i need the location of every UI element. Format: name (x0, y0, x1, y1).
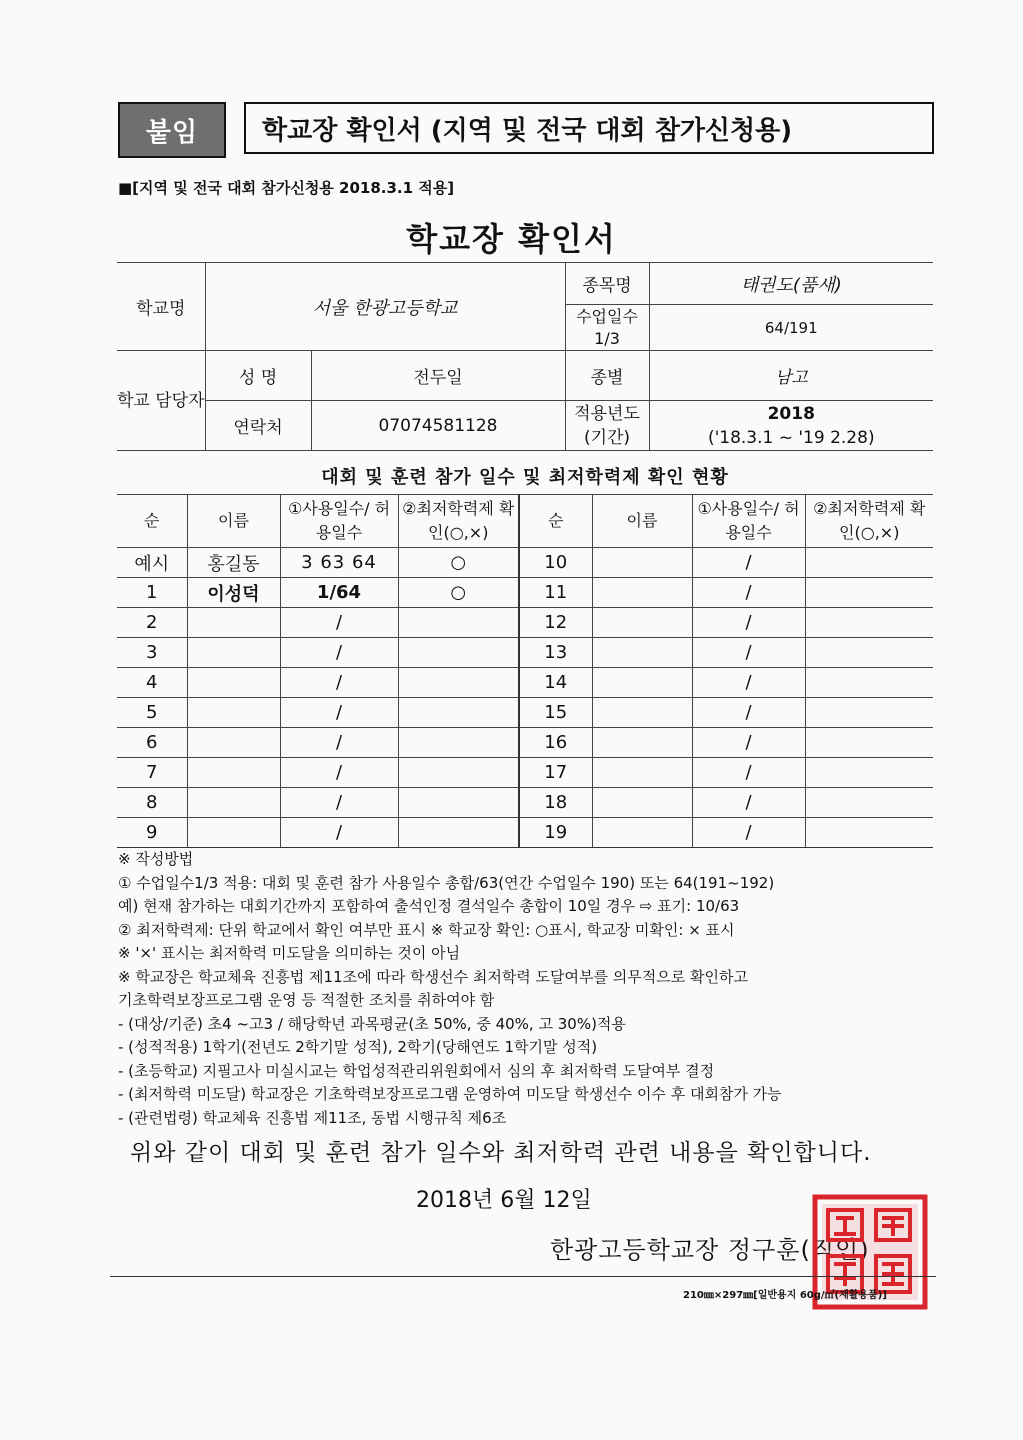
attachment-badge: 붙임 (118, 102, 226, 158)
note-line: ① 수업일수1/3 적용: 대회 및 훈련 참가 사용일수 총합/63(연간 수업일수 190) 또는 64(191~192) (118, 873, 775, 892)
table-row (117, 548, 933, 578)
row-name-right (592, 698, 692, 728)
row-check (398, 668, 519, 698)
col-days: ①사용일수/ 허용일수 (280, 495, 398, 548)
row-days: / (280, 788, 398, 818)
row-name-right (592, 788, 692, 818)
event-value: 태권도(품새) (649, 263, 933, 305)
row-name-right (592, 668, 692, 698)
page-title: 학교장 확인서 (406, 220, 617, 258)
table-row (117, 638, 933, 668)
row-days-right: / (692, 668, 805, 698)
col-check-right: ②최저학력제 확인(○,×) (805, 495, 933, 548)
row-no: 3 (117, 638, 187, 668)
row-check-right (805, 728, 933, 758)
row-check (398, 758, 519, 788)
table-row (117, 788, 933, 818)
note-line: 예) 현재 참가하는 대회기간까지 포함하여 출석인정 결석일수 총합이 10일 경우 ⇨ 표기: 10/63 (118, 897, 740, 915)
contact-value: 07074581128 (311, 401, 565, 451)
row-no-right: 12 (519, 608, 592, 638)
class-days-value: 64/191 (649, 305, 933, 351)
row-check-right (805, 548, 933, 578)
row-no-right: 16 (519, 728, 592, 758)
table-row (117, 668, 933, 698)
col-name-right: 이름 (592, 495, 692, 548)
year-label: 적용년도 (기간) (565, 401, 649, 451)
table-row (117, 818, 933, 848)
row-no-right: 14 (519, 668, 592, 698)
row-days: 1/64 (280, 578, 398, 608)
row-name (187, 818, 280, 848)
school-name-value: 서울 한광고등학교 (205, 263, 565, 351)
note-line: - (최저학력 미도달) 학교장은 기초학력보장프로그램 운영하여 미도달 학생선수 이수 후 대회참가 가능 (118, 1085, 782, 1103)
row-name (187, 698, 280, 728)
row-check (398, 788, 519, 818)
row-no: 6 (117, 728, 187, 758)
row-name (187, 668, 280, 698)
row-check-right (805, 788, 933, 818)
row-name (187, 638, 280, 668)
note-line: 기초학력보장프로그램 운영 등 적절한 조치를 취하여야 함 (118, 991, 495, 1009)
row-name (187, 758, 280, 788)
row-check-right (805, 578, 933, 608)
table-row (117, 578, 933, 608)
year-value: 2018 (767, 403, 815, 424)
note-line: - (초등학교) 지필고사 미실시교는 학업성적관리위원회에서 심의 후 최저학력 도달여부 결정 (118, 1061, 715, 1080)
col-days-right: ①사용일수/ 허용일수 (692, 495, 805, 548)
row-days-right: / (692, 728, 805, 758)
footer-divider (110, 1276, 936, 1277)
form-subtitle: ■[지역 및 전국 대회 참가신청용 2018.3.1 적용] (118, 179, 455, 197)
note-line: ※ '×' 표시는 최저학력 미도달을 의미하는 것이 아님 (118, 944, 461, 962)
row-no: 5 (117, 698, 187, 728)
row-name (187, 788, 280, 818)
row-name-right (592, 638, 692, 668)
note-line: ※ 작성방법 (118, 850, 194, 868)
row-name-right (592, 548, 692, 578)
table-row (117, 758, 933, 788)
row-days: / (280, 608, 398, 638)
row-name-right (592, 608, 692, 638)
row-name-right (592, 818, 692, 848)
gender-value: 남고 (649, 351, 933, 401)
row-no: 예시 (117, 548, 187, 578)
participation-grid (117, 494, 933, 848)
event-label: 종목명 (565, 263, 649, 305)
row-check-right (805, 758, 933, 788)
row-check (398, 818, 519, 848)
row-check: ○ (398, 578, 519, 608)
row-name-right (592, 758, 692, 788)
row-check-right (805, 638, 933, 668)
row-no-right: 15 (519, 698, 592, 728)
row-days-right: / (692, 578, 805, 608)
col-no: 순 (117, 495, 187, 548)
row-check: ○ (398, 548, 519, 578)
row-check (398, 638, 519, 668)
note-line: ※ 학교장은 학교체육 진흥법 제11조에 따라 학생선수 최저학력 도달여부를 의무적으로 확인하고 (118, 967, 748, 986)
row-name: 홍길동 (187, 548, 280, 578)
row-check-right (805, 608, 933, 638)
manager-label: 학교 담당자 (117, 351, 205, 451)
contact-label: 연락처 (205, 401, 311, 451)
row-no-right: 10 (519, 548, 592, 578)
row-check-right (805, 818, 933, 848)
row-no: 7 (117, 758, 187, 788)
row-no-right: 11 (519, 578, 592, 608)
row-no-right: 17 (519, 758, 592, 788)
row-check (398, 728, 519, 758)
row-days-right: / (692, 698, 805, 728)
row-days-right: / (692, 758, 805, 788)
row-days-right: / (692, 638, 805, 668)
row-days: / (280, 668, 398, 698)
row-check-right (805, 668, 933, 698)
row-no-right: 19 (519, 818, 592, 848)
note-line: - (관련법령) 학교체육 진흥법 제11조, 동법 시행규칙 제6조 (118, 1108, 507, 1127)
row-days: / (280, 758, 398, 788)
row-name-right (592, 728, 692, 758)
year-value-cell (649, 401, 933, 451)
name-value: 전두일 (311, 351, 565, 401)
gender-label: 종별 (565, 351, 649, 401)
row-days: / (280, 698, 398, 728)
period-value: ('18.3.1 ~ '19 2.28) (707, 427, 875, 448)
section-title: 대회 및 훈련 참가 일수 및 최저학력제 확인 현황 (321, 467, 729, 488)
row-days: / (280, 638, 398, 668)
row-name (187, 608, 280, 638)
confirmation-statement: 위와 같이 대회 및 훈련 참가 일수와 최저학력 관련 내용을 확인합니다. (130, 1140, 872, 1166)
row-days-right: / (692, 548, 805, 578)
row-name-right (592, 578, 692, 608)
name-label: 성 명 (205, 351, 311, 401)
row-check-right (805, 698, 933, 728)
row-days-right: / (692, 818, 805, 848)
info-table (117, 262, 933, 451)
document-header-title: 학교장 확인서 (지역 및 전국 대회 참가신청용) (244, 102, 934, 154)
table-row (117, 608, 933, 638)
row-days-right: / (692, 788, 805, 818)
row-days: / (280, 728, 398, 758)
paper-spec: 210㎜×297㎜[일반용지 60g/㎡(재활용품)] (683, 1290, 887, 1301)
col-name: 이름 (187, 495, 280, 548)
table-row (117, 698, 933, 728)
row-days: 3 63 64 (280, 548, 398, 578)
row-name (187, 728, 280, 758)
row-no-right: 18 (519, 788, 592, 818)
class-days-label: 수업일수 1/3 (565, 305, 649, 351)
school-name-label: 학교명 (117, 263, 205, 351)
row-name: 이성덕 (187, 578, 280, 608)
note-line: - (성적적용) 1학기(전년도 2학기말 성적), 2학기(당해연도 1학기말 성적) (118, 1038, 598, 1056)
writing-notes (118, 848, 938, 1130)
row-no: 2 (117, 608, 187, 638)
note-line: - (대상/기준) 초4 ~고3 / 해당학년 과목평균(초 50%, 중 40%, 고 30%)적용 (118, 1014, 626, 1033)
row-no-right: 13 (519, 638, 592, 668)
note-line: ② 최저학력제: 단위 학교에서 확인 여부만 표시 ※ 학교장 확인: ○표시, 학교장 미확인: × 표시 (118, 920, 735, 939)
row-no: 8 (117, 788, 187, 818)
row-check (398, 698, 519, 728)
col-no-right: 순 (519, 495, 592, 548)
row-days-right: / (692, 608, 805, 638)
issue-date: 2018년 6월 12일 (416, 1188, 592, 1213)
col-check: ②최저학력제 확인(○,×) (398, 495, 519, 548)
row-check (398, 608, 519, 638)
row-no: 4 (117, 668, 187, 698)
row-no: 1 (117, 578, 187, 608)
row-no: 9 (117, 818, 187, 848)
table-row (117, 728, 933, 758)
row-days: / (280, 818, 398, 848)
principal-signature: 한광고등학교장 정구훈(직인) (550, 1236, 870, 1264)
